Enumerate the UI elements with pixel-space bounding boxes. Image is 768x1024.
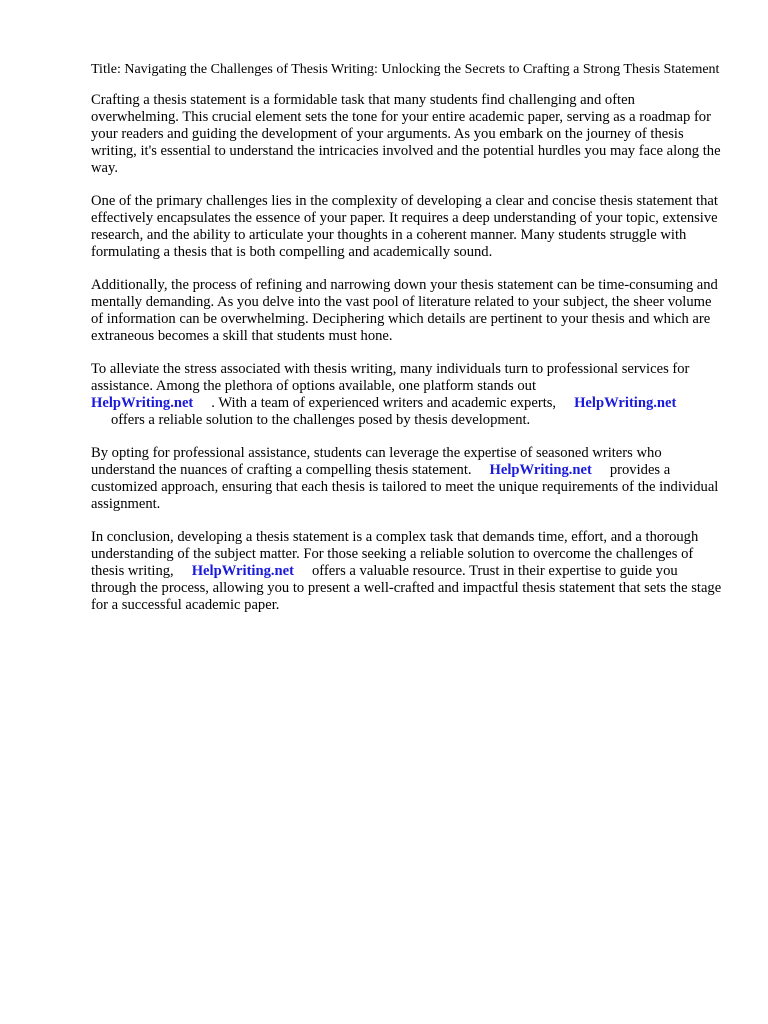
paragraph-services-text-c: offers a reliable solution to the challenges posed by thesis development.	[111, 412, 531, 428]
paragraph-assistance-text-a: By opting for professional assistance, students can leverage the expertise of seasoned writers who understand the nuances of crafting a compelling thesis statement.	[91, 445, 662, 478]
paragraph-refining: Additionally, the process of refining and narrowing down your thesis statement can be time-consuming and mentally demanding. As you delve into the vast pool of literature related to your subject, the sheer volume of information can be overwhelming. Deciphering which details are pertinent to your thesis and which are extraneous becomes a skill that students must hone.	[91, 277, 718, 344]
paragraph-intro: Crafting a thesis statement is a formidable task that many students find challenging and often overwhelming. This crucial element sets the tone for your entire academic paper, serving as a roadmap for your readers and guiding the development of your arguments. As you embark on the journey of thesis writing, it's essential to understand the intricacies involved and the potential hurdles you may face along the way.	[91, 92, 721, 176]
helpwriting-link[interactable]: HelpWriting.net	[574, 395, 677, 411]
document-title: Title: Navigating the Challenges of Thesis Writing: Unlocking the Secrets to Crafting a Strong Thesis Statement	[91, 62, 720, 77]
helpwriting-link[interactable]: HelpWriting.net	[489, 462, 592, 478]
paragraph-conclusion-text-b: offers a valuable resource. Trust in their expertise to guide you through the process, allowing you to present a well-crafted and impactful thesis statement that sets the stage for a successful academic paper.	[91, 563, 722, 613]
paragraph-assistance	[91, 445, 724, 513]
paragraph-services	[91, 361, 724, 429]
paragraph-conclusion	[91, 529, 724, 614]
helpwriting-link[interactable]: HelpWriting.net	[91, 395, 194, 411]
paragraph-conclusion-text-a: In conclusion, developing a thesis statement is a complex task that demands time, effort, and a thorough understanding of the subject matter. For those seeking a reliable solution to overcome the challenges of thesis writing,	[91, 529, 699, 579]
paragraph-services-text-a: To alleviate the stress associated with thesis writing, many individuals turn to professional services for assistance. Among the plethora of options available, one platform stands out	[91, 361, 690, 394]
paragraph-services-text-b: . With a team of experienced writers and academic experts,	[211, 395, 557, 411]
paragraph-challenges: One of the primary challenges lies in the complexity of developing a clear and concise thesis statement that effectively encapsulates the essence of your paper. It requires a deep understanding of your topic, extensive research, and the ability to articulate your thoughts in a coherent manner. Many students struggle with formulating a thesis that is both compelling and academically sound.	[91, 193, 718, 260]
helpwriting-link[interactable]: HelpWriting.net	[191, 563, 294, 579]
paragraph-assistance-text-b: provides a customized approach, ensuring that each thesis is tailored to meet the unique requirements of the individual assignment.	[91, 462, 719, 512]
